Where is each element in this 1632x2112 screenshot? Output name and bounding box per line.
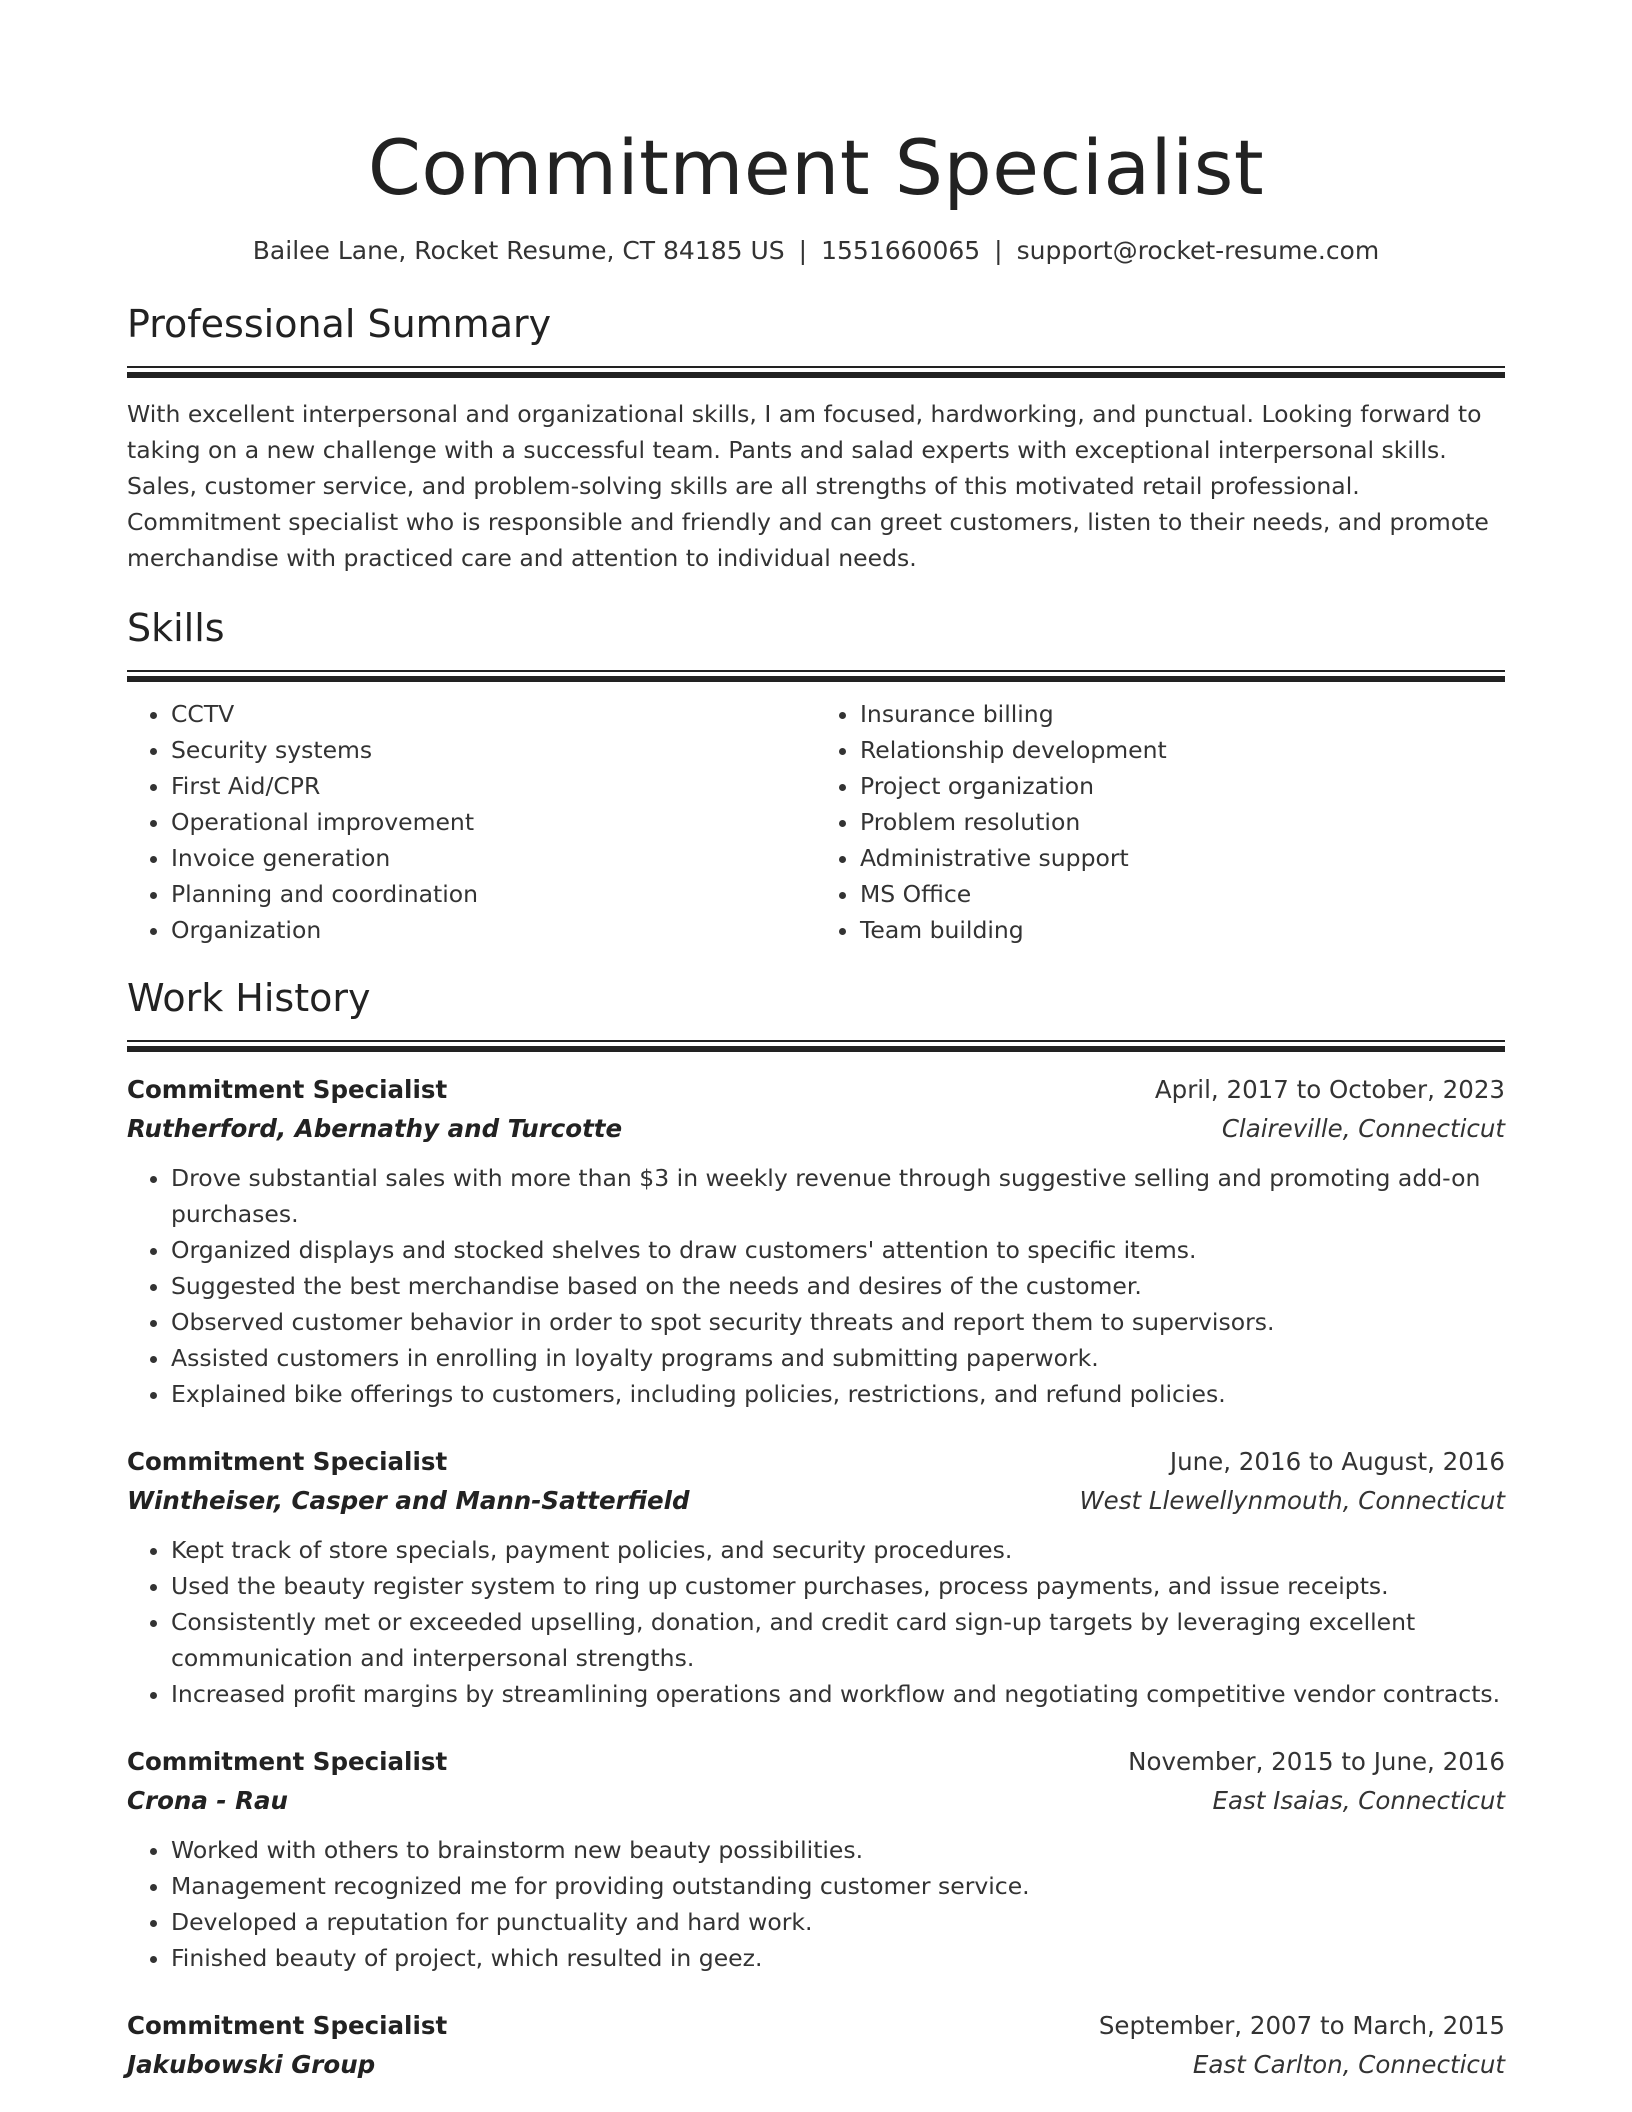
job-bullet: • Kept track of store specials, payment policies, and security procedures. xyxy=(171,1532,1505,1568)
job-dates: June, 2016 to August, 2016 xyxy=(1169,1447,1505,1476)
job-dates: April, 2017 to October, 2023 xyxy=(1154,1075,1505,1104)
job-bullet: • Observed customer behavior in order to spot security threats and report them to supervisors. xyxy=(171,1304,1505,1340)
contact-phone: 1551660065 xyxy=(821,236,981,265)
job-company-row xyxy=(127,2046,1505,2084)
section-divider xyxy=(127,1040,1505,1052)
skill-item: • Insurance billing xyxy=(860,696,1505,732)
job-header-row xyxy=(127,1070,1505,1110)
contact-separator: | xyxy=(994,236,1003,265)
skill-item: • MS Office xyxy=(860,876,1505,912)
job-bullets xyxy=(127,1832,1505,1976)
job-company-row xyxy=(127,1482,1505,1520)
job-company: Crona - Rau xyxy=(127,1786,288,1815)
job-company: Wintheiser, Casper and Mann-Satterfield xyxy=(127,1486,690,1515)
section-title-summary: Professional Summary xyxy=(127,302,552,346)
resume-name: Commitment Specialist xyxy=(367,123,1265,212)
job-title: Commitment Specialist xyxy=(127,2011,448,2040)
section-divider xyxy=(127,670,1505,682)
section-title-work-history: Work History xyxy=(127,976,371,1020)
skills-list-right xyxy=(816,696,1505,948)
job-company: Rutherford, Abernathy and Turcotte xyxy=(127,1114,623,1143)
skills-list-left xyxy=(127,696,816,948)
job-company: Jakubowski Group xyxy=(127,2050,376,2079)
job-title: Commitment Specialist xyxy=(127,1075,448,1104)
job-bullet: • Management recognized me for providing outstanding customer service. xyxy=(171,1868,1505,1904)
job-entry xyxy=(127,1742,1505,1976)
job-bullet: • Suggested the best merchandise based on the needs and desires of the customer. xyxy=(171,1268,1505,1304)
job-bullet: • Consistently met or exceeded upselling, donation, and credit card sign-up targets by leveraging excellent communication and interpersonal strengths. xyxy=(171,1604,1505,1676)
contact-email: support@rocket-resume.com xyxy=(1016,236,1380,265)
job-location: West Llewellynmouth, Connecticut xyxy=(1079,1486,1505,1515)
job-header-row xyxy=(127,1742,1505,1782)
job-bullets xyxy=(127,1160,1505,1412)
job-bullet: • Explained bike offerings to customers, including policies, restrictions, and refund policies. xyxy=(171,1376,1505,1412)
job-bullet: • Used the beauty register system to ring up customer purchases, process payments, and issue receipts. xyxy=(171,1568,1505,1604)
job-bullet: • Developed a reputation for punctuality and hard work. xyxy=(171,1904,1505,1940)
job-title: Commitment Specialist xyxy=(127,1747,448,1776)
skill-item: • Relationship development xyxy=(860,732,1505,768)
contact-separator: | xyxy=(798,236,808,265)
job-title: Commitment Specialist xyxy=(127,1447,448,1476)
skills-grid xyxy=(127,696,1505,948)
job-company-row xyxy=(127,1110,1505,1148)
job-bullet: • Finished beauty of project, which resulted in geez. xyxy=(171,1940,1505,1976)
skill-item: • Team building xyxy=(860,912,1505,948)
job-header-row xyxy=(127,1442,1505,1482)
contact-line xyxy=(127,234,1505,268)
summary-text: With excellent interpersonal and organizational skills, I am focused, hardworking, and punctual. Looking forward to taking on a new challenge with a successful team. Pants and salad experts with exceptional interpersonal skills. Sales, customer service, and problem-solving skills are all strengths of this motivated retail professional. Commitment specialist who is responsible and friendly and can greet customers, listen to their needs, and promote merchandise with practiced care and attention to individual needs. xyxy=(127,400,1489,572)
skill-item: • Security systems xyxy=(171,732,816,768)
job-bullet: • Assisted customers in enrolling in loyalty programs and submitting paperwork. xyxy=(171,1340,1505,1376)
skill-item: • Organization xyxy=(171,912,816,948)
job-location: East Isaias, Connecticut xyxy=(1212,1786,1505,1815)
job-bullet: • Drove substantial sales with more than $3 in weekly revenue through suggestive selling and promoting add-on purchases. xyxy=(171,1160,1505,1232)
skill-item: • Planning and coordination xyxy=(171,876,816,912)
job-dates: November, 2015 to June, 2016 xyxy=(1128,1747,1505,1776)
skill-item: • Operational improvement xyxy=(171,804,816,840)
job-bullet: • Worked with others to brainstorm new beauty possibilities. xyxy=(171,1832,1505,1868)
skill-item: • Project organization xyxy=(860,768,1505,804)
job-location: East Carlton, Connecticut xyxy=(1192,2050,1505,2079)
job-header-row xyxy=(127,2006,1505,2046)
job-entry xyxy=(127,1442,1505,1712)
skill-item: • Invoice generation xyxy=(171,840,816,876)
section-divider xyxy=(127,366,1505,378)
skill-item: • Problem resolution xyxy=(860,804,1505,840)
job-entry xyxy=(127,1070,1505,1412)
job-bullet: • Increased profit margins by streamlining operations and workflow and negotiating competitive vendor contracts. xyxy=(171,1676,1505,1712)
job-location: Claireville, Connecticut xyxy=(1221,1114,1505,1143)
skill-item: • CCTV xyxy=(171,696,816,732)
skill-item: • Administrative support xyxy=(860,840,1505,876)
skill-item: • First Aid/CPR xyxy=(171,768,816,804)
job-bullets xyxy=(127,1532,1505,1712)
section-title-skills: Skills xyxy=(127,606,225,650)
job-dates: September, 2007 to March, 2015 xyxy=(1098,2011,1505,2040)
job-company-row xyxy=(127,1782,1505,1820)
job-bullet: • Organized displays and stocked shelves to draw customers' attention to specific items. xyxy=(171,1232,1505,1268)
job-entry xyxy=(127,2006,1505,2084)
contact-address: Bailee Lane, Rocket Resume, CT 84185 US xyxy=(252,236,785,265)
